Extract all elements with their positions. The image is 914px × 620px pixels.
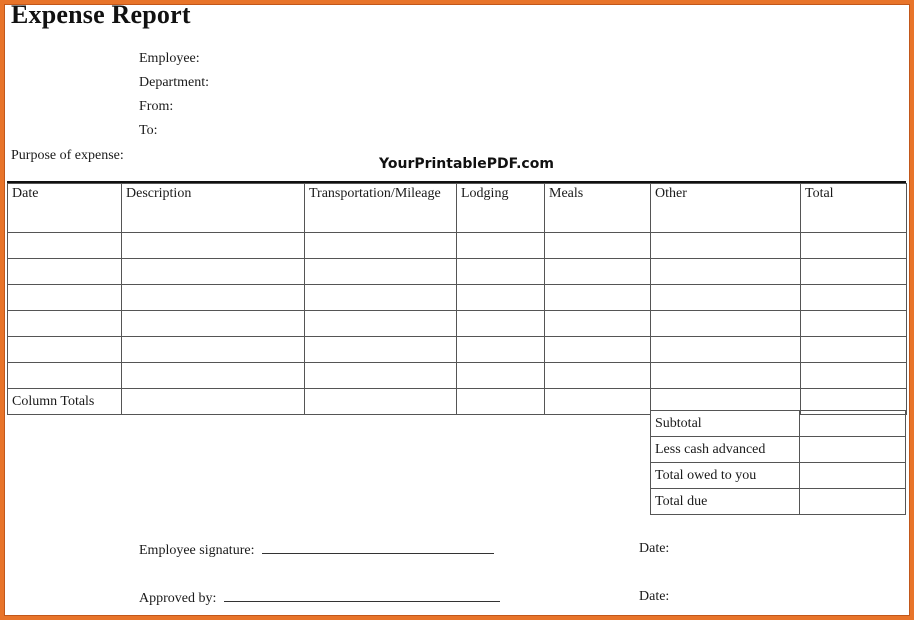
table-cell[interactable] [122, 285, 305, 311]
table-cell[interactable] [122, 311, 305, 337]
column-header-transportation: Transportation/Mileage [305, 184, 457, 233]
totals-cell[interactable] [305, 389, 457, 415]
approved-date-label: Date: [639, 589, 670, 604]
table-cell[interactable] [457, 259, 545, 285]
table-cell[interactable] [305, 233, 457, 259]
column-header-date: Date [8, 184, 122, 233]
approved-by-line[interactable] [224, 589, 500, 602]
employee-date-label: Date: [639, 541, 670, 556]
table-row [8, 337, 907, 363]
page-title: Expense Report [11, 0, 191, 29]
table-row [8, 285, 907, 311]
summary-table [650, 410, 906, 515]
employee-signature-line[interactable] [262, 541, 494, 554]
summary-row [651, 463, 906, 489]
purpose-label: Purpose of expense: [11, 148, 124, 163]
less-cash-advanced-label: Less cash advanced [651, 437, 800, 463]
table-cell[interactable] [545, 259, 651, 285]
table-cell[interactable] [801, 363, 907, 389]
column-header-meals: Meals [545, 184, 651, 233]
table-cell[interactable] [457, 363, 545, 389]
table-cell[interactable] [8, 311, 122, 337]
table-cell[interactable] [801, 311, 907, 337]
table-cell[interactable] [305, 311, 457, 337]
table-cell[interactable] [8, 259, 122, 285]
table-cell[interactable] [801, 233, 907, 259]
table-cell[interactable] [651, 233, 801, 259]
employee-signature-label: Employee signature: [139, 543, 255, 558]
total-due-label: Total due [651, 489, 800, 515]
approved-by-row [139, 589, 500, 607]
from-label: From: [139, 99, 174, 114]
table-cell[interactable] [122, 337, 305, 363]
table-cell[interactable] [651, 311, 801, 337]
column-header-other: Other [651, 184, 801, 233]
totals-cell[interactable] [457, 389, 545, 415]
table-cell[interactable] [122, 363, 305, 389]
total-owed-label: Total owed to you [651, 463, 800, 489]
table-cell[interactable] [651, 285, 801, 311]
table-cell[interactable] [801, 337, 907, 363]
table-cell[interactable] [8, 233, 122, 259]
employee-label: Employee: [139, 51, 200, 66]
total-due-value[interactable] [800, 489, 906, 515]
expense-table [7, 183, 907, 415]
summary-row [651, 411, 906, 437]
less-cash-advanced-value[interactable] [800, 437, 906, 463]
column-header-description: Description [122, 184, 305, 233]
table-cell[interactable] [801, 259, 907, 285]
department-label: Department: [139, 75, 209, 90]
table-cell[interactable] [8, 285, 122, 311]
column-totals-label: Column Totals [8, 389, 122, 415]
table-header-row [8, 184, 907, 233]
table-cell[interactable] [8, 363, 122, 389]
summary-row [651, 437, 906, 463]
column-header-lodging: Lodging [457, 184, 545, 233]
table-cell[interactable] [305, 363, 457, 389]
table-row [8, 233, 907, 259]
table-cell[interactable] [651, 259, 801, 285]
table-cell[interactable] [8, 337, 122, 363]
approved-by-label: Approved by: [139, 591, 217, 606]
subtotal-value[interactable] [800, 411, 906, 437]
table-cell[interactable] [545, 233, 651, 259]
table-cell[interactable] [545, 363, 651, 389]
table-row [8, 259, 907, 285]
column-header-total: Total [801, 184, 907, 233]
table-cell[interactable] [545, 285, 651, 311]
table-cell[interactable] [545, 311, 651, 337]
totals-cell[interactable] [122, 389, 305, 415]
table-cell[interactable] [457, 233, 545, 259]
table-cell[interactable] [651, 337, 801, 363]
employee-signature-row [139, 541, 494, 559]
table-cell[interactable] [305, 259, 457, 285]
table-row [8, 363, 907, 389]
to-label: To: [139, 123, 158, 138]
table-cell[interactable] [305, 285, 457, 311]
table-cell[interactable] [801, 285, 907, 311]
summary-row [651, 489, 906, 515]
table-cell[interactable] [457, 311, 545, 337]
table-cell[interactable] [305, 337, 457, 363]
watermark: YourPrintablePDF.com [379, 156, 554, 172]
total-owed-value[interactable] [800, 463, 906, 489]
table-cell[interactable] [122, 233, 305, 259]
table-cell[interactable] [457, 285, 545, 311]
totals-cell[interactable] [545, 389, 651, 415]
subtotal-label: Subtotal [651, 411, 800, 437]
table-cell[interactable] [122, 259, 305, 285]
table-row [8, 311, 907, 337]
table-cell[interactable] [545, 337, 651, 363]
table-cell[interactable] [457, 337, 545, 363]
table-cell[interactable] [651, 363, 801, 389]
